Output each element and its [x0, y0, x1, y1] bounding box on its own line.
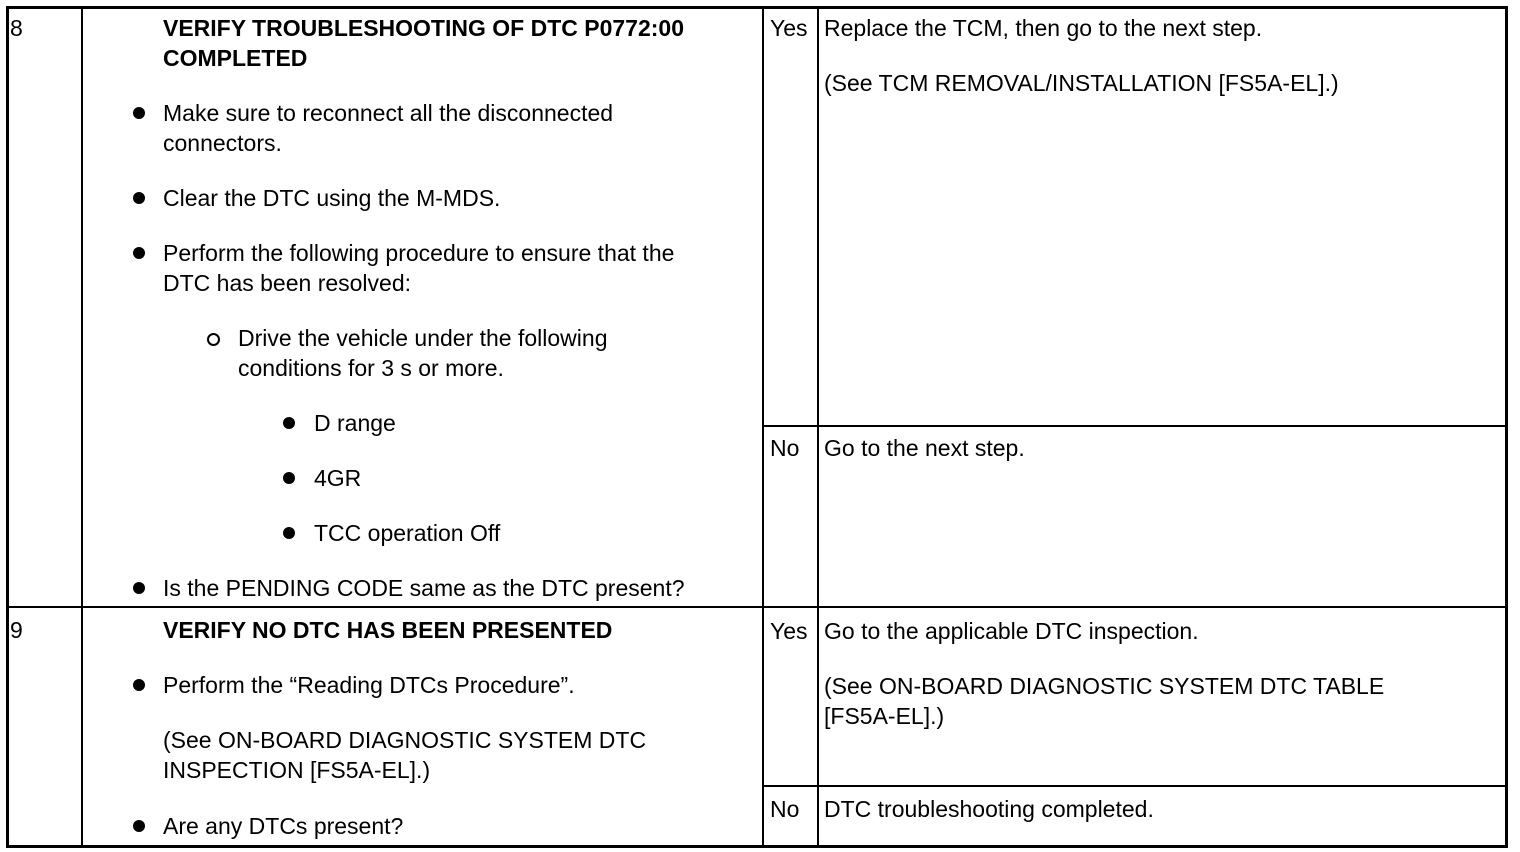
column-divider-result [817, 6, 819, 848]
result-yes-action: Go to the applicable DTC inspection. [824, 618, 1199, 644]
result-yes-reference-continued: [FS5A-EL].) [824, 703, 945, 729]
condition-text: D range [314, 410, 396, 436]
bullet-icon [133, 107, 145, 119]
instruction-reference: (See ON-BOARD DIAGNOSTIC SYSTEM DTC [163, 727, 647, 753]
instruction-text-continued: DTC has been resolved: [163, 270, 412, 296]
question-text: Are any DTCs present? [163, 813, 404, 839]
result-yes-reference: (See ON-BOARD DIAGNOSTIC SYSTEM DTC TABLE [824, 673, 1385, 699]
column-divider-step-number [81, 6, 83, 848]
sub-instruction-text: Drive the vehicle under the following [238, 325, 608, 351]
instruction-reference-continued: INSPECTION [FS5A-EL].) [163, 757, 431, 783]
column-divider-procedure [762, 6, 764, 848]
result-yes-reference: (See TCM REMOVAL/INSTALLATION [FS5A-EL].) [824, 70, 1339, 96]
condition-text: TCC operation Off [314, 520, 501, 546]
result-no-label: No [770, 796, 800, 822]
instruction-text: Clear the DTC using the M-MDS. [163, 185, 501, 211]
step-title-continued: COMPLETED [163, 45, 308, 71]
row-divider-step8-step9 [6, 606, 1508, 608]
instruction-text: Make sure to reconnect all the disconnected [163, 100, 614, 126]
instruction-text: Perform the “Reading DTCs Procedure”. [163, 672, 575, 698]
bullet-icon [283, 527, 295, 539]
result-no-label: No [770, 435, 800, 461]
row-divider-step9-yes-no [762, 785, 1508, 787]
condition-text: 4GR [314, 465, 362, 491]
bullet-icon [133, 582, 145, 594]
instruction-text-continued: connectors. [163, 130, 282, 156]
hollow-bullet-icon [207, 333, 220, 346]
row-divider-step8-yes-no [762, 425, 1508, 427]
step-number: 9 [10, 617, 23, 643]
sub-instruction-text-continued: conditions for 3 s or more. [238, 355, 504, 381]
step-number: 8 [10, 15, 23, 41]
bullet-icon [133, 820, 145, 832]
bullet-icon [133, 247, 145, 259]
bullet-icon [133, 679, 145, 691]
result-yes-label: Yes [770, 15, 808, 41]
result-yes-label: Yes [770, 618, 808, 644]
result-no-action: Go to the next step. [824, 435, 1025, 461]
step-title: VERIFY TROUBLESHOOTING OF DTC P0772:00 [163, 15, 685, 41]
question-text: Is the PENDING CODE same as the DTC present? [163, 575, 685, 601]
step-title: VERIFY NO DTC HAS BEEN PRESENTED [163, 617, 613, 643]
bullet-icon [283, 417, 295, 429]
result-no-action: DTC troubleshooting completed. [824, 796, 1154, 822]
bullet-icon [133, 192, 145, 204]
instruction-text: Perform the following procedure to ensure that the [163, 240, 675, 266]
result-yes-action: Replace the TCM, then go to the next step. [824, 15, 1263, 41]
bullet-icon [283, 472, 295, 484]
